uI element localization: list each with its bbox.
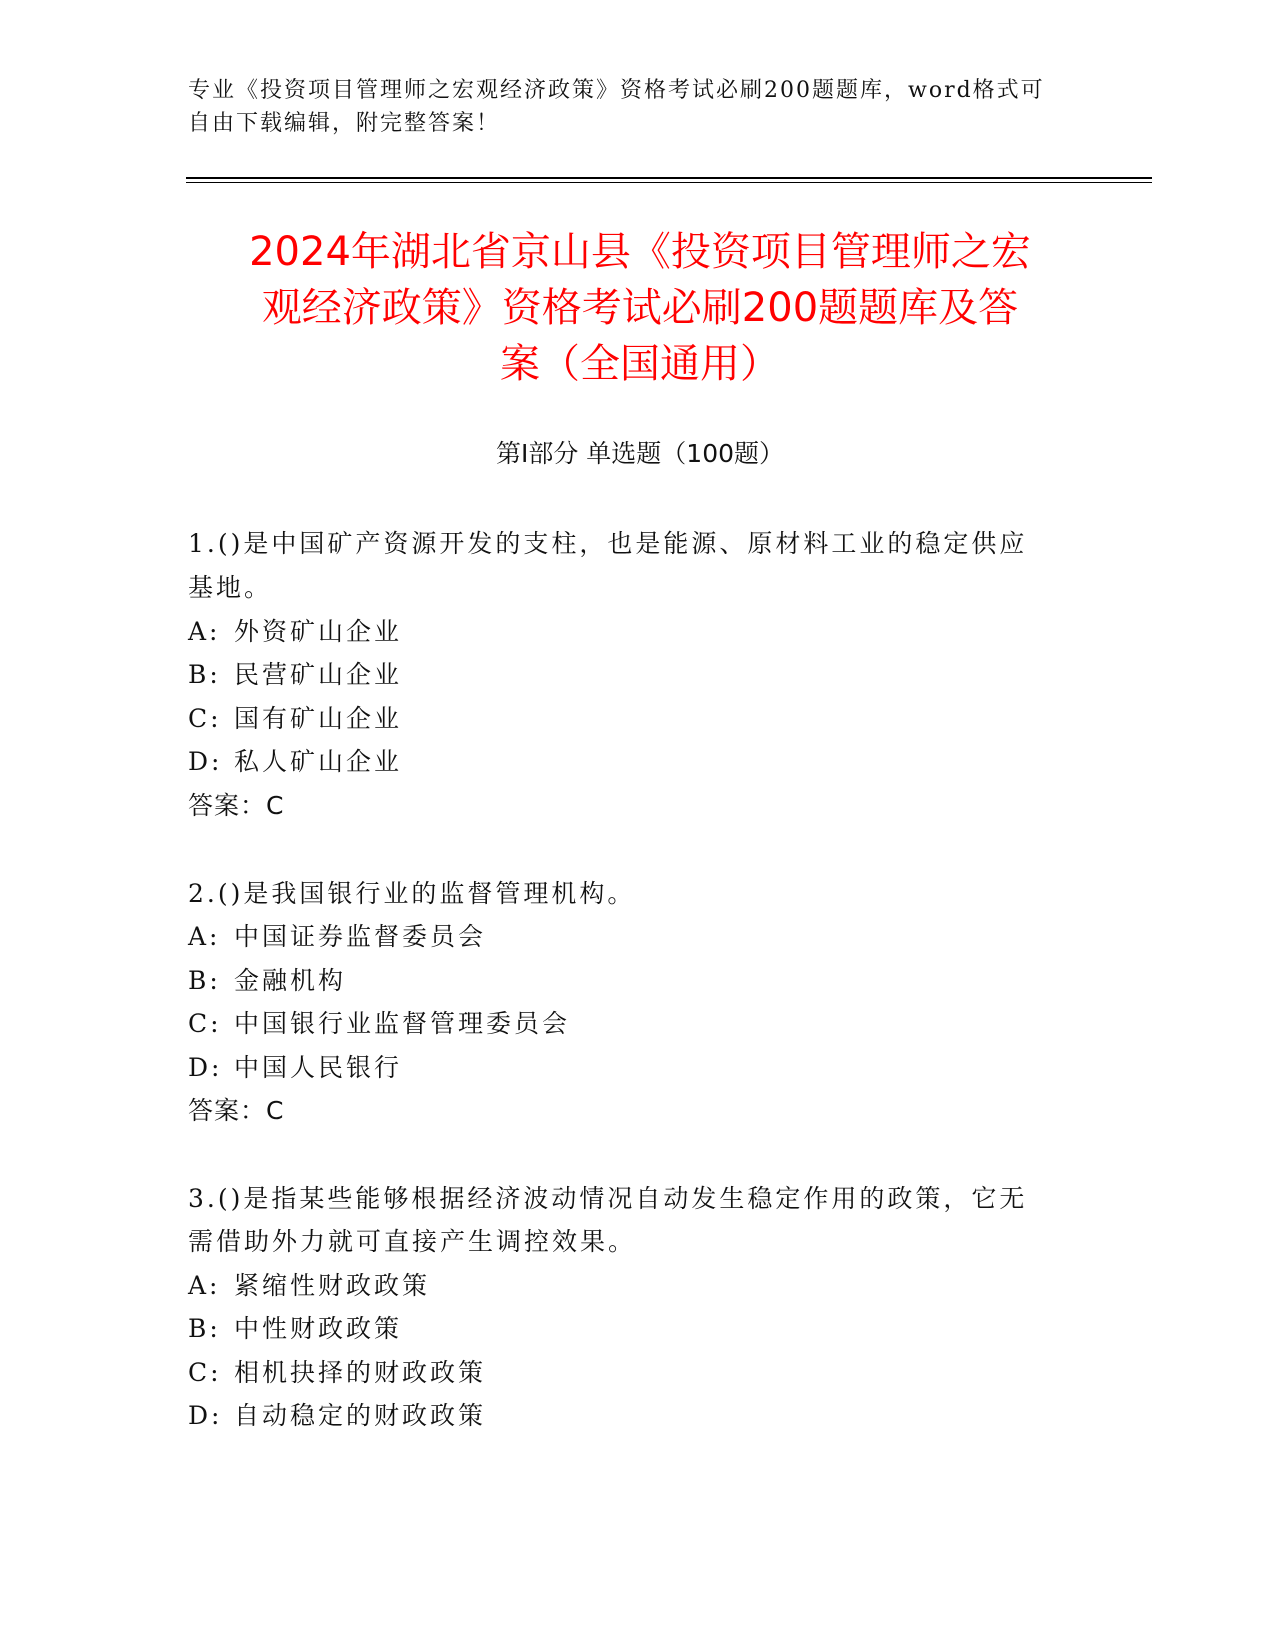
header-divider-thin [186, 182, 1152, 183]
option-text: 中国银行业监督管理委员会 [234, 1009, 571, 1038]
option-letter: D: [188, 1053, 223, 1082]
option-text: 相机抉择的财政政策 [234, 1358, 487, 1387]
document-title [160, 224, 1120, 392]
question-stem: 3.()是指某些能够根据经济波动情况自动发生稳定作用的政策，它无 [188, 1184, 1028, 1213]
answer-option [188, 917, 486, 953]
answer-key: 答案：C [188, 1096, 285, 1125]
option-text: 中国人民银行 [234, 1053, 403, 1082]
header-note [188, 74, 1088, 140]
header-note-line: 专业《投资项目管理师之宏观经济政策》资格考试必刷200题题库，word格式可 [188, 78, 1045, 103]
answer-option [188, 1396, 486, 1432]
answer-key: 答案：C [188, 791, 285, 820]
option-text: 金融机构 [234, 966, 347, 995]
option-text: 私人矿山企业 [234, 747, 403, 776]
answer-option [188, 612, 402, 648]
option-text: 中性财政政策 [234, 1314, 403, 1343]
question-stem: 需借助外力就可直接产生调控效果。 [188, 1227, 637, 1256]
answer-option [188, 742, 402, 778]
header-note-line: 自由下载编辑，附完整答案！ [188, 111, 501, 136]
option-text: 紧缩性财政政策 [234, 1271, 431, 1300]
option-text: 自动稳定的财政政策 [234, 1401, 487, 1430]
answer-option [188, 699, 402, 735]
option-letter: C: [188, 704, 222, 733]
option-text: 中国证券监督委员会 [234, 922, 487, 951]
document-title-line: 2024年湖北省京山县《投资项目管理师之宏 [249, 229, 1031, 275]
document-title-line: 案（全国通用） [500, 341, 780, 387]
option-letter: A: [188, 617, 221, 646]
answer-option [188, 1004, 570, 1040]
answer-option [188, 1309, 402, 1345]
option-letter: A: [188, 1271, 221, 1300]
option-letter: C: [188, 1358, 222, 1387]
answer-option [188, 655, 402, 691]
option-letter: B: [188, 1314, 221, 1343]
option-letter: B: [188, 660, 221, 689]
section-heading: 第Ⅰ部分 单选题（100题） [495, 439, 785, 468]
option-letter: B: [188, 966, 221, 995]
header-divider [186, 177, 1152, 179]
answer-option [188, 961, 346, 997]
option-text: 国有矿山企业 [234, 704, 403, 733]
question-stem: 1.()是中国矿产资源开发的支柱，也是能源、原材料工业的稳定供应 [188, 529, 1028, 558]
document-title-line: 观经济政策》资格考试必刷200题题库及答 [261, 285, 1019, 331]
option-text: 民营矿山企业 [234, 660, 403, 689]
question-stem: 2.()是我国银行业的监督管理机构。 [188, 879, 636, 908]
option-text: 外资矿山企业 [234, 617, 403, 646]
answer-option [188, 1266, 430, 1302]
answer-option [188, 1048, 402, 1084]
answer-option [188, 1353, 486, 1389]
option-letter: C: [188, 1009, 222, 1038]
option-letter: A: [188, 922, 221, 951]
question-stem: 基地。 [188, 573, 273, 602]
option-letter: D: [188, 1401, 223, 1430]
option-letter: D: [188, 747, 223, 776]
